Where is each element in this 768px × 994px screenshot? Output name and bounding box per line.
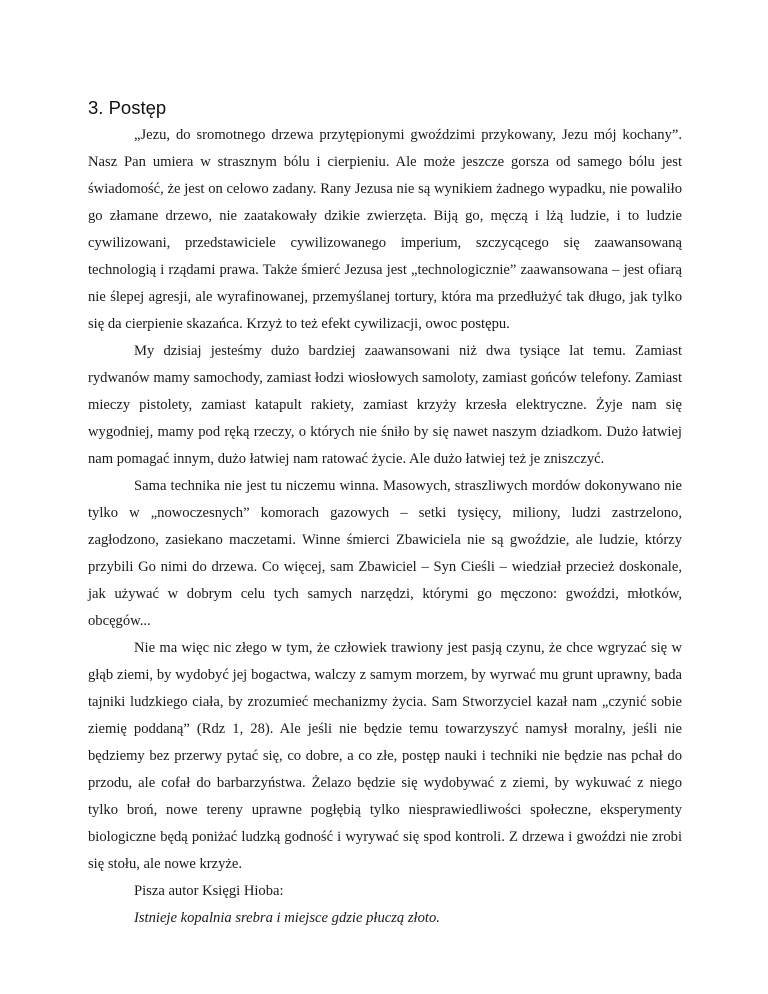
document-page	[88, 96, 682, 932]
paragraph-2: My dzisiaj jesteśmy dużo bardziej zaawansowani niż dwa tysiące lat temu. Zamiast rydwanów mamy samochody, zamiast łodzi wiosłowych samoloty, zamiast gońców telefony. Zamiast mieczy pistolety, zamiast katapult rakiety, zamiast krzyży krzesła elektryczne. Żyje nam się wygodniej, mamy pod ręką rzeczy, o których nie śniło by się nawet naszym dziadkom. Dużo łatwiej nam pomagać innym, dużo łatwiej nam ratować życie. Ale dużo łatwiej też je zniszczyć.	[88, 343, 682, 467]
paragraph-1: „Jezu, do sromotnego drzewa przytępionymi gwoździmi przykowany, Jezu mój kochany”. Nasz Pan umiera w strasznym bólu i cierpieniu. Ale może jeszcze gorsza od samego bólu jest świadomość, że jest on celowo zadany. Rany Jezusa nie są wynikiem żadnego wypadku, nie powaliło go złamane drzewo, nie zaatakowały dzikie zwierzęta. Biją go, męczą i lżą ludzie, i to ludzie cywilizowani, przedstawiciele cywilizowanego imperium, szczycącego się zaawansowaną technologią i rządami prawa. Także śmierć Jezusa jest „technologicznie” zaawansowana – jest ofiarą nie ślepej agresji, ale wyrafinowanej, przemyślanej tortury, która ma przedłużyć tak długo, jak tylko się da cierpienie skazańca. Krzyż to też efekt cywilizacji, owoc postępu.	[88, 127, 682, 332]
section-title: 3. Postęp	[88, 97, 167, 118]
paragraph-4: Nie ma więc nic złego w tym, że człowiek trawiony jest pasją czynu, że chce wgryzać się w głąb ziemi, by wydobyć jej bogactwa, walczy z samym morzem, by wyrwać mu grunt uprawny, bada tajniki ludzkiego ciała, by zrozumieć mechanizmy życia. Sam Stworzyciel kazał nam „czynić sobie ziemię poddaną” (Rdz 1, 28). Ale jeśli nie będzie temu towarzyszyć namysł moralny, jeśli nie będziemy bez przerwy pytać się, co dobre, a co złe, postęp nauki i techniki nie będzie nas pchał do przodu, ale cofał do barbarzyństwa. Żelazo będzie się wydobywać z ziemi, by wykuwać z niego tylko broń, nowe tereny uprawne pogłębią tylko niesprawiedliwości społeczne, eksperymenty biologiczne będą poniżać ludzką godność i wyrywać się spod kontroli. Z drzewa i gwoździ nie zrobi się stołu, ale nowe krzyże.	[88, 640, 682, 872]
quote-intro: Pisza autor Księgi Hioba:	[134, 883, 284, 899]
paragraph-3: Sama technika nie jest tu niczemu winna. Masowych, straszliwych mordów dokonywano nie tylko w „nowoczesnych” komorach gazowych – setki tysięcy, miliony, ludzi zastrzelono, zagłodzono, zasiekano maczetami. Winne śmierci Zbawiciela nie są gwoździe, ale ludzie, którzy przybili Go nimi do drzewa. Co więcej, sam Zbawiciel – Syn Cieśli – wiedział przecież doskonale, jak używać w dobrym celu tych samych narzędzi, którymi go męczono: gwoździ, młotków, obcęgów...	[88, 478, 682, 629]
quote-line: Istnieje kopalnia srebra i miejsce gdzie płuczą złoto.	[134, 910, 440, 926]
